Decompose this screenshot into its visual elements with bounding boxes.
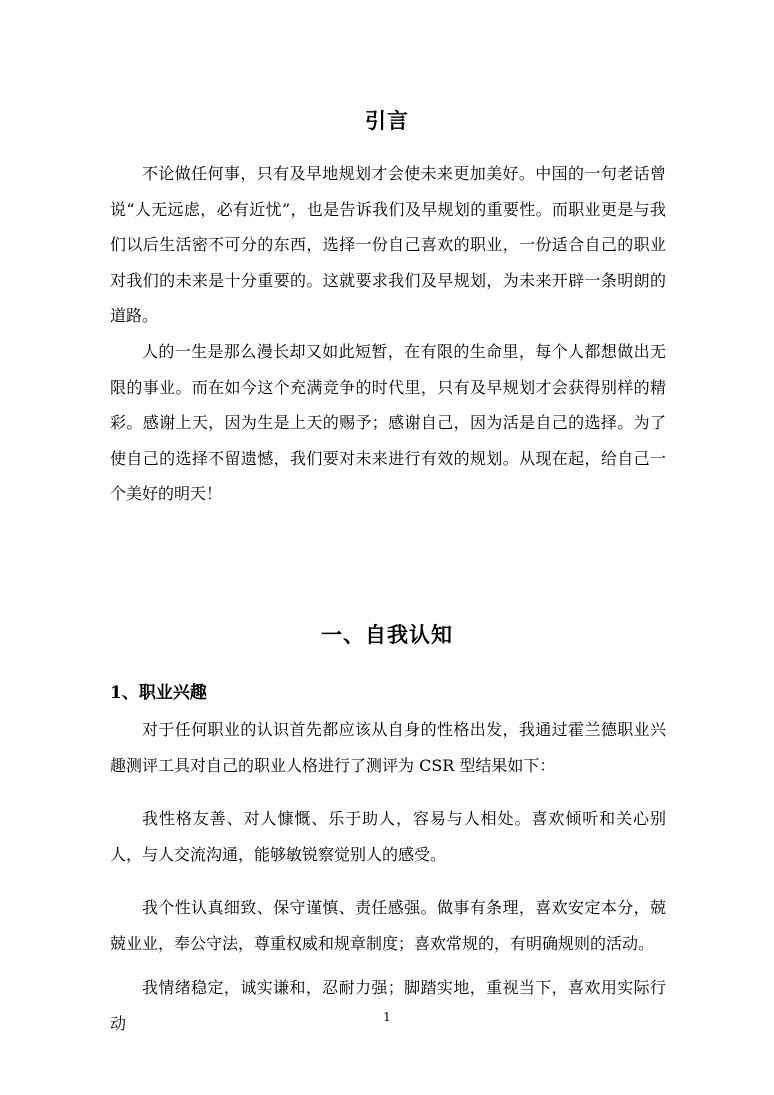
section-title: 一、自我认知 — [321, 622, 453, 647]
subsection-title: 1、职业兴趣 — [110, 683, 207, 703]
page-number: 1 — [383, 1010, 391, 1024]
intro-paragraph-1: 不论做任何事，只有及早地规划才会使未来更加美好。中国的一句老话曾说“人无远虑，必有近忧”，也是告诉我们及早规划的重要性。而职业更是与我们以后生活密不可分的东西，选择一份自己喜欢的职业，一份适合自己的职业对我们的未来是十分重要的。这就要求我们及早规划，为未来开辟一条明朗的道路。 — [110, 164, 666, 325]
interest-paragraph-3: 我个性认真细致、保守谨慎、责任感强。做事有条理，喜欢安定本分，兢兢业业，奉公守法，尊重权威和规章制度；喜欢常规的，有明确规则的活动。 — [110, 898, 666, 953]
interest-paragraph-2: 我性格友善、对人慷慨、乐于助人，容易与人相处。喜欢倾听和关心别人，与人交流沟通，能够敏锐察觉别人的感受。 — [110, 809, 666, 864]
intro-paragraph-2: 人的一生是那么漫长却又如此短暂，在有限的生命里，每个人都想做出无限的事业。而在如今这个充满竞争的时代里，只有及早规划才会获得别样的精彩。感谢上天，因为生是上天的赐予；感谢自己，因为活是自己的选择。为了使自己的选择不留遗憾，我们要对未来进行有效的规划。从现在起，给自己一个美好的明天！ — [110, 342, 666, 503]
interest-paragraph-4: 我情绪稳定，诚实谦和，忍耐力强；脚踏实地，重视当下，喜欢用实际行动 — [110, 978, 666, 1033]
interest-paragraph-1: 对于任何职业的认识首先都应该从自身的性格出发，我通过霍兰德职业兴趣测评工具对自己的职业人格进行了测评为 CSR 型结果如下： — [110, 720, 666, 775]
intro-title: 引言 — [365, 108, 409, 133]
